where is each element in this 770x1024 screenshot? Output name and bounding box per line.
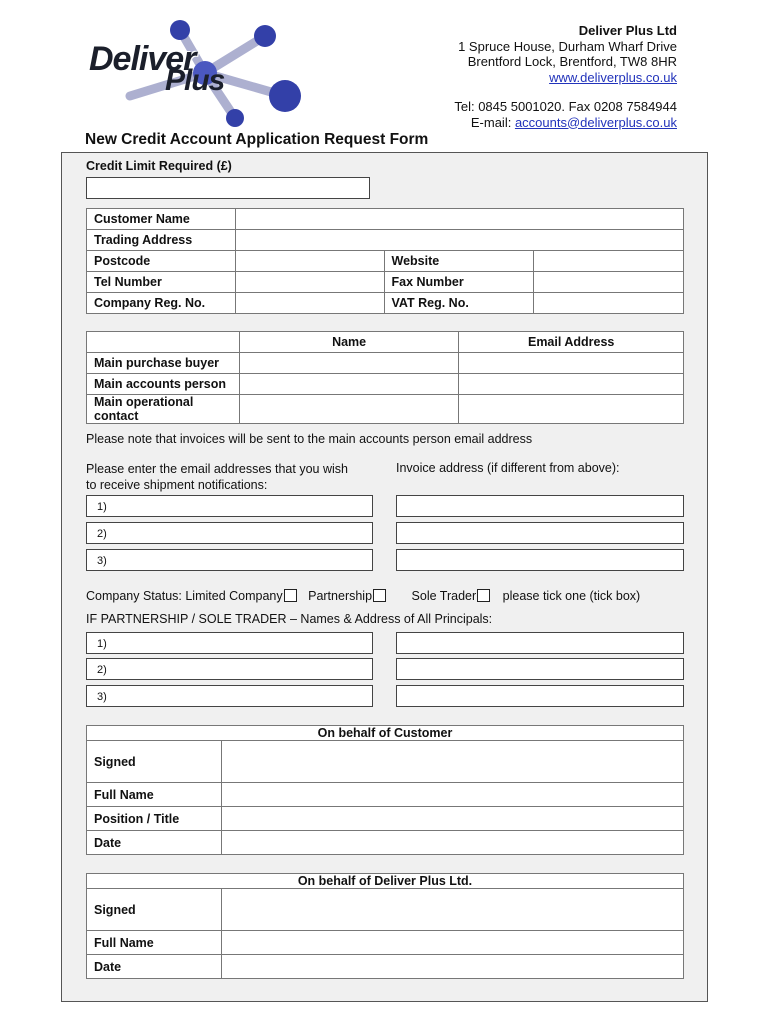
customer-signature-table (86, 725, 684, 855)
contacts-table (86, 331, 684, 424)
email-link[interactable]: accounts@deliverplus.co.uk (514, 114, 677, 130)
shipment-note: Please enter the email addresses that you wish to receive shipment notifications: (86, 462, 348, 492)
purchase-buyer-label: Main purchase buyer (87, 353, 240, 374)
deliver-date-input[interactable] (221, 955, 683, 979)
accounts-person-name-input[interactable] (239, 374, 459, 395)
trading-address-label: Trading Address (87, 230, 236, 251)
deliver-sign-header: On behalf of Deliver Plus Ltd. (87, 874, 684, 889)
deliver-signature-table (86, 873, 684, 979)
customer-date-input[interactable] (221, 831, 683, 855)
trading-address-input[interactable] (235, 230, 683, 251)
principals-label: IF PARTNERSHIP / SOLE TRADER – Names & Address of All Principals: (86, 612, 493, 626)
customer-name-label: Customer Name (87, 209, 236, 230)
contacts-col-email: Email Address (459, 332, 684, 353)
invoice-address-input-1[interactable] (396, 495, 684, 517)
company-reg-label: Company Reg. No. (87, 293, 236, 314)
principal-input-3[interactable]: 3) (86, 685, 373, 707)
form-title: New Credit Account Application Request Form (85, 131, 429, 148)
company-name: Deliver Plus Ltd (578, 23, 677, 38)
fax-number-input[interactable] (534, 272, 684, 293)
company-reg-input[interactable] (235, 293, 384, 314)
shipment-email-input-2[interactable]: 2) (86, 522, 373, 544)
postcode-label: Postcode (87, 251, 236, 272)
credit-limit-label: Credit Limit Required (£) (86, 159, 232, 173)
operational-contact-email-input[interactable] (459, 395, 684, 424)
operational-contact-name-input[interactable] (239, 395, 459, 424)
shipment-email-input-3[interactable]: 3) (86, 549, 373, 571)
company-tel-fax: Tel: 0845 5001020. Fax 0208 7584944 (454, 99, 677, 114)
shipment-email-input-1[interactable]: 1) (86, 495, 373, 517)
company-address-2: Brentford Lock, Brentford, TW8 8HR (467, 54, 677, 69)
deliver-signed-input[interactable] (221, 889, 683, 931)
invoice-note: Please note that invoices will be sent to the main accounts person email address (86, 432, 533, 446)
company-details (454, 23, 677, 130)
partnership-checkbox[interactable] (373, 589, 386, 602)
logo-text-plus: Plus (165, 64, 225, 97)
principal-address-input-1[interactable] (396, 632, 684, 654)
accounts-person-email-input[interactable] (459, 374, 684, 395)
purchase-buyer-name-input[interactable] (239, 353, 459, 374)
customer-full-name-label: Full Name (87, 783, 222, 807)
tel-number-input[interactable] (235, 272, 384, 293)
email-label: E-mail: (470, 114, 515, 130)
vat-reg-label: VAT Reg. No. (384, 293, 534, 314)
fax-number-label: Fax Number (384, 272, 534, 293)
principal-input-2[interactable]: 2) (86, 658, 373, 680)
customer-date-label: Date (87, 831, 222, 855)
website-input[interactable] (534, 251, 684, 272)
principal-input-1[interactable]: 1) (86, 632, 373, 654)
customer-sign-header: On behalf of Customer (87, 726, 684, 741)
principal-address-input-3[interactable] (396, 685, 684, 707)
customer-signed-label: Signed (87, 741, 222, 783)
accounts-person-label: Main accounts person (87, 374, 240, 395)
invoice-address-input-2[interactable] (396, 522, 684, 544)
operational-contact-label: Main operational contact (87, 395, 240, 424)
deliver-signed-label: Signed (87, 889, 222, 931)
customer-signed-input[interactable] (221, 741, 683, 783)
invoice-address-input-3[interactable] (396, 549, 684, 571)
vat-reg-input[interactable] (534, 293, 684, 314)
customer-name-input[interactable] (235, 209, 683, 230)
customer-full-name-input[interactable] (221, 783, 683, 807)
website-link[interactable]: www.deliverplus.co.uk (549, 69, 677, 85)
website-label: Website (384, 251, 534, 272)
company-status-line: Company Status: Limited Company Partnership Sole Trader please tick one (tick box) (86, 589, 641, 603)
company-address-1: 1 Spruce House, Durham Wharf Drive (458, 38, 677, 54)
customer-details-table (86, 208, 684, 314)
purchase-buyer-email-input[interactable] (459, 353, 684, 374)
deliver-full-name-label: Full Name (87, 931, 222, 955)
logo-text-deliver: Deliver (89, 40, 196, 78)
principal-address-input-2[interactable] (396, 658, 684, 680)
company-logo (85, 18, 315, 130)
customer-position-input[interactable] (221, 807, 683, 831)
sole-trader-checkbox[interactable] (477, 589, 490, 602)
deliver-date-label: Date (87, 955, 222, 979)
tel-number-label: Tel Number (87, 272, 236, 293)
contacts-col-name: Name (239, 332, 459, 353)
invoice-address-label: Invoice address (if different from above): (396, 461, 620, 475)
postcode-input[interactable] (235, 251, 384, 272)
limited-company-checkbox[interactable] (284, 589, 297, 602)
customer-position-label: Position / Title (87, 807, 222, 831)
credit-limit-input[interactable] (86, 177, 370, 199)
deliver-full-name-input[interactable] (221, 931, 683, 955)
